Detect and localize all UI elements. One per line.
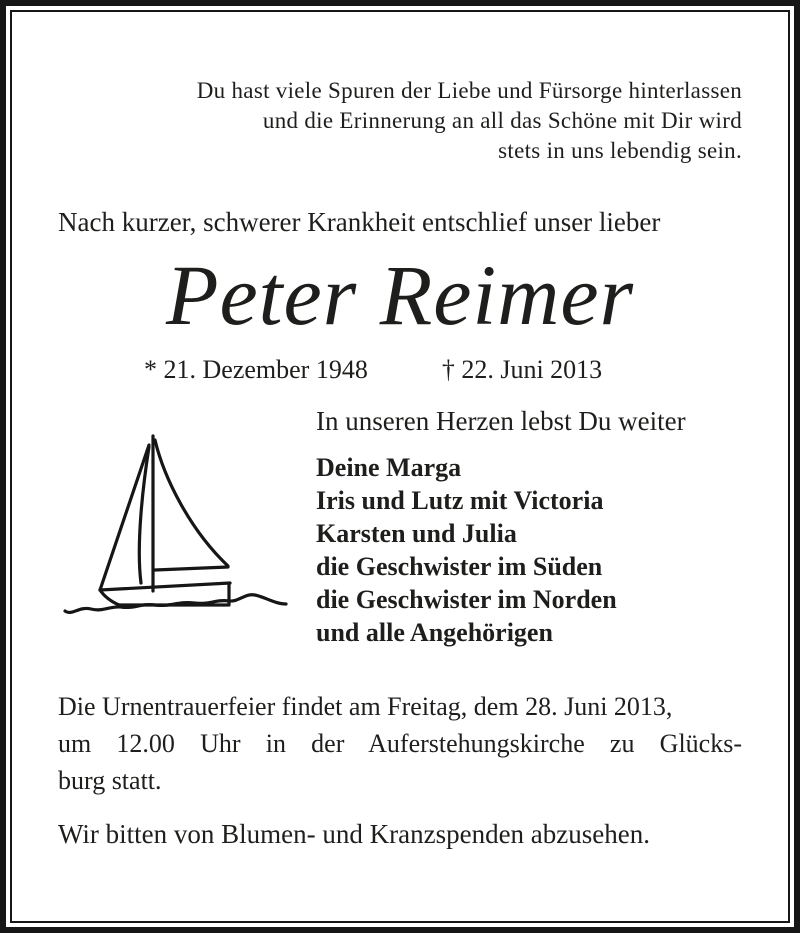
life-dates: [58, 353, 742, 387]
mourner-line: die Geschwister im Norden: [316, 585, 617, 614]
mourners-list: [316, 451, 742, 649]
opening-verse-line: Du hast viele Spuren der Liebe und Fürsorge hinterlassen: [196, 78, 742, 103]
closing-line: Wir bitten von Blumen- und Kranzspenden abzusehen.: [58, 819, 650, 849]
intro-line: Nach kurzer, schwerer Krankheit entschlief unser lieber: [58, 207, 661, 237]
opening-verse-line: stets in uns lebendig sein.: [498, 138, 742, 163]
funeral-line: burg statt.: [58, 766, 162, 795]
opening-verse: [58, 76, 742, 166]
inner-border-frame: [10, 10, 790, 923]
funeral-line: Die Urnentrauerfeier findet am Freitag, dem 28. Juni 2013,: [58, 692, 673, 721]
boat-cell: [58, 405, 316, 649]
mourner-line: Iris und Lutz mit Victoria: [316, 486, 604, 515]
dedication-line: In unseren Herzen lebst Du weiter: [316, 406, 686, 436]
sailboat-icon: [58, 423, 293, 623]
mourner-line: die Geschwister im Süden: [316, 552, 603, 581]
funeral-info: [58, 688, 742, 799]
middle-row: [58, 405, 742, 649]
mourner-line: Deine Marga: [316, 453, 462, 482]
mourner-line: und alle Angehörigen: [316, 618, 553, 647]
opening-verse-line: und die Erinnerung an all das Schöne mit Dir wird: [262, 108, 742, 133]
birth-date: * 21. Dezember 1948: [144, 355, 368, 384]
death-date: † 22. Juni 2013: [441, 355, 603, 384]
deceased-name: Peter Reimer: [165, 247, 635, 343]
dedication-and-mourners: [316, 405, 742, 649]
notice-content: [12, 12, 788, 852]
mourner-line: Karsten und Julia: [316, 519, 517, 548]
funeral-line: um 12.00 Uhr in der Auferstehungskirche zu Glücks-: [58, 729, 742, 758]
